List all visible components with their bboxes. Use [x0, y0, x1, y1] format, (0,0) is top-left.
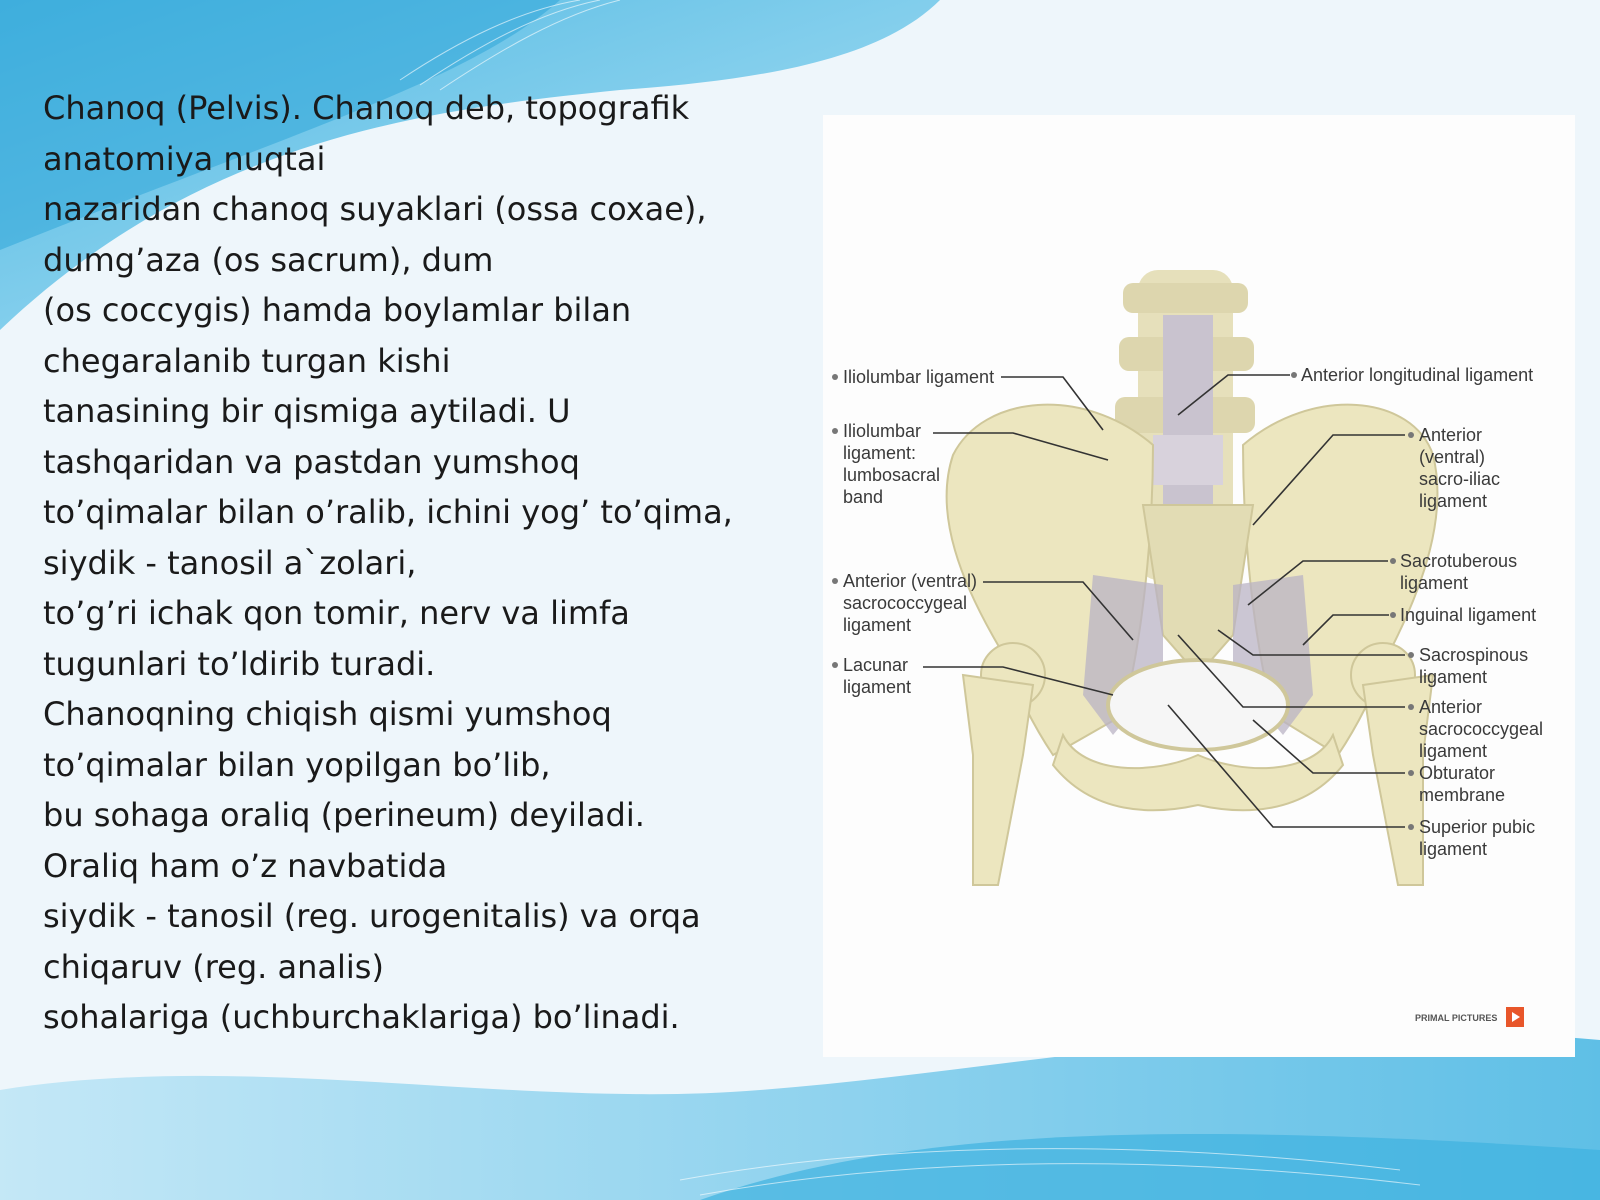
label-ant-sacroiliac-3: sacro-iliac [1419, 469, 1501, 489]
body-text-line: tashqaridan va pastdan yumshoq [43, 442, 580, 481]
label-sacrotuberous-1: Sacrotuberous [1400, 551, 1518, 571]
left-femur [963, 643, 1045, 885]
label-sacrotuberous-2: ligament [1400, 573, 1469, 593]
label-iliolumbar: Iliolumbar ligament [843, 367, 995, 387]
label-superior-pubic-1: Superior pubic [1419, 817, 1536, 837]
body-text-line: to’qimalar bilan o’ralib, ichini yog’ to’qima, [43, 493, 733, 531]
watermark-text: PRIMAL PICTURES [1415, 1013, 1498, 1023]
body-text-line: Oraliq ham o’z navbatida [43, 846, 448, 885]
label-lacunar-2: ligament [843, 677, 912, 697]
body-text [43, 83, 783, 1043]
label-ant-sacrococcygeal-l-3: ligament [843, 615, 912, 635]
body-text-line: tugunlari to’ldirib turadi. [43, 644, 436, 683]
body-text-line: bu sohaga oraliq (perineum) deyiladi. [43, 796, 645, 834]
label-superior-pubic-2: ligament [1419, 839, 1488, 859]
body-text-line: to’qimalar bilan yopilgan bo’lib, [43, 745, 551, 784]
label-sacrospinous-2: ligament [1419, 667, 1488, 687]
label-iliolumbar-band-2: ligament: [843, 443, 917, 463]
body-text-line: siydik - tanosil (reg. urogenitalis) va orqa [43, 897, 701, 935]
body-text-line: tanasining bir qismiga aytiladi. U [43, 392, 571, 430]
label-obturator-1: Obturator [1419, 763, 1496, 783]
body-text-line: chegaralanib turgan kishi [43, 341, 451, 380]
body-text-line: chiqaruv (reg. analis) [43, 947, 384, 986]
label-ant-sacroiliac-2: (ventral) [1419, 447, 1486, 467]
body-text-line: dumg’aza (os sacrum), dum [43, 240, 494, 279]
label-ant-sacrococcygeal-r-3: ligament [1419, 741, 1488, 761]
pelvic-inlet [1108, 660, 1288, 750]
pelvis-figure [823, 115, 1575, 1057]
label-sacrospinous-1: Sacrospinous [1419, 645, 1529, 665]
label-ant-sacrococcygeal-r-1: Anterior [1419, 697, 1483, 717]
watermark [1415, 1007, 1524, 1027]
body-text-line: nazaridan chanoq suyaklari (ossa coxae), [43, 190, 707, 228]
label-iliolumbar-band-4: band [843, 487, 884, 507]
label-lacunar-1: Lacunar [843, 655, 909, 675]
label-inguinal: Inguinal ligament [1400, 605, 1537, 625]
body-text-line: (os coccygis) hamda boylamlar bilan [43, 291, 632, 329]
label-ant-sacrococcygeal-r-2: sacrococcygeal [1419, 719, 1544, 739]
body-text-line: Chanoq (Pelvis). Chanoq deb, topografik [43, 89, 690, 127]
body-text-line: sohalariga (uchburchaklariga) bo’linadi. [43, 998, 680, 1036]
body-text-line: siydik - tanosil a`zolari, [43, 543, 417, 582]
label-obturator-2: membrane [1419, 785, 1506, 805]
pelvis-illustration [823, 115, 1575, 1057]
label-ant-sacrococcygeal-l-1: Anterior (ventral) [843, 571, 978, 591]
body-text-line: anatomiya nuqtai [43, 139, 326, 178]
label-ant-sacroiliac-4: ligament [1419, 491, 1488, 511]
label-anterior-longitudinal: Anterior longitudinal ligament [1301, 365, 1534, 385]
body-text-line: to’g’ri ichak qon tomir, nerv va limfa [43, 594, 630, 632]
label-iliolumbar-band-3: lumbosacral [843, 465, 941, 485]
body-text-line: Chanoqning chiqish qismi yumshoq [43, 695, 612, 733]
label-ant-sacroiliac-1: Anterior [1419, 425, 1483, 445]
label-ant-sacrococcygeal-l-2: sacrococcygeal [843, 593, 968, 613]
label-iliolumbar-band-1: Iliolumbar [843, 421, 922, 441]
